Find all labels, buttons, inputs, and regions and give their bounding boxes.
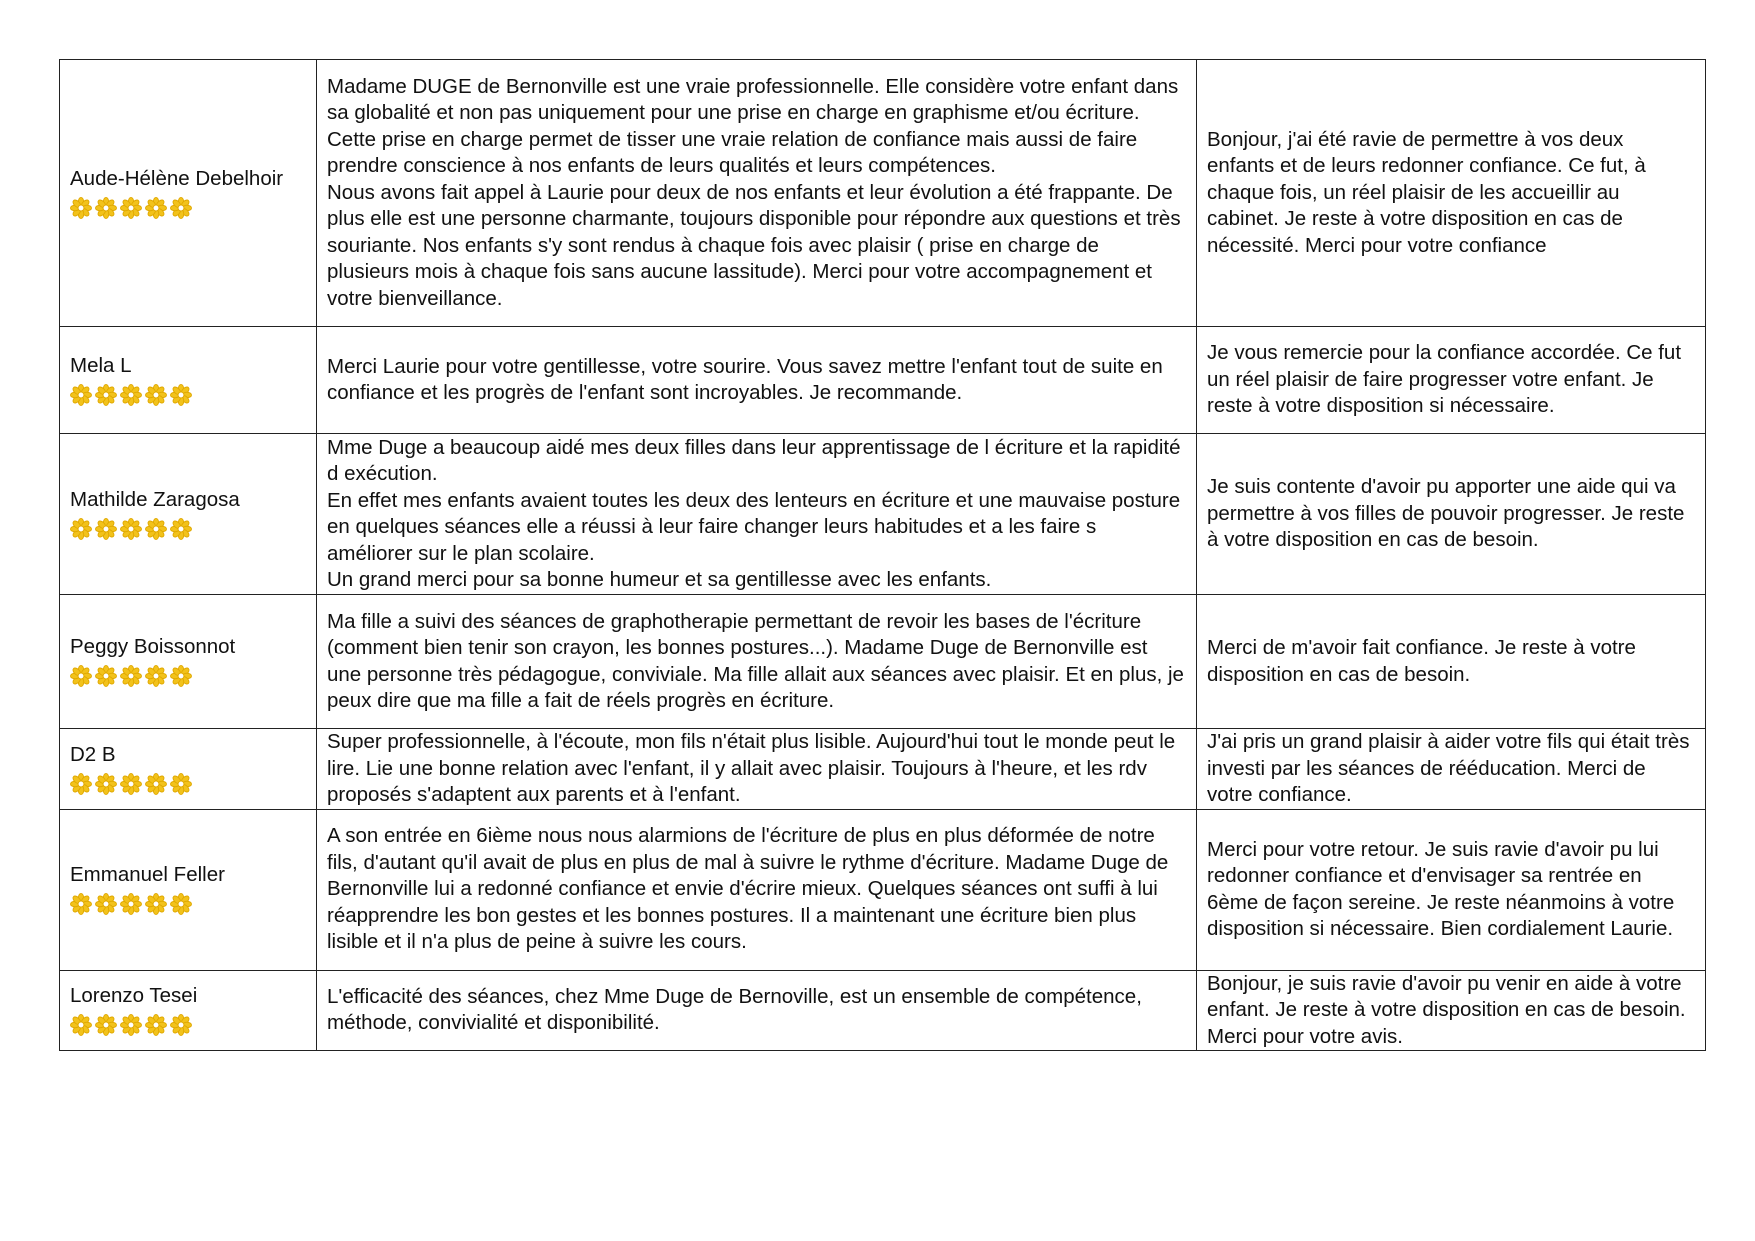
- reply-text: J'ai pris un grand plaisir à aider votre fils qui était très investi par les séances de rééducation. Merci de votre confiance.: [1207, 730, 1690, 806]
- star-icon: [120, 518, 142, 540]
- table-row: [60, 327, 1706, 434]
- review-text: Merci Laurie pour votre gentillesse, votre sourire. Vous savez mettre l'enfant tout de suite en confiance et les progrès de l'enfant sont incroyables. Je recommande.: [327, 354, 1163, 404]
- reply-text: Merci de m'avoir fait confiance. Je reste à votre disposition en cas de besoin.: [1207, 636, 1636, 686]
- star-icon: [70, 1014, 92, 1036]
- star-icon: [95, 1014, 117, 1036]
- star-icon: [95, 665, 117, 687]
- star-icon: [70, 518, 92, 540]
- table-row: [60, 595, 1706, 729]
- star-icon: [145, 665, 167, 687]
- review-text: Super professionnelle, à l'écoute, mon fils n'était plus lisible. Aujourd'hui tout le monde peut le lire. Lie une bonne relation avec l'enfant, il y allait avec plaisir. Toujours à l'heure, et les rdv proposés s'adaptent aux parents et à l'enfant.: [327, 730, 1176, 806]
- star-icon: [145, 773, 167, 795]
- author-cell: [60, 434, 317, 595]
- star-icon: [95, 773, 117, 795]
- star-icon: [120, 384, 142, 406]
- reply-text: Bonjour, je suis ravie d'avoir pu venir en aide à votre enfant. Je reste à votre disposition en cas de besoin. Merci pour votre avis.: [1207, 971, 1686, 1048]
- star-icon: [95, 384, 117, 406]
- star-icon: [170, 197, 192, 219]
- star-icon: [120, 893, 142, 915]
- review-text: Madame DUGE de Bernonville est une vraie professionnelle. Elle considère votre enfant dans sa globalité et non pas uniquement pour une prise en charge en graphisme et/ou écriture. Cette prise en charge permet de tisser une vraie relation de confiance mais aussi de faire prendre conscience à nos enfants de leurs qualités et leurs compétences. Nous avons fait appel à Laurie pour deux de nos enfants et leur évolution a été frappante. De plus elle est une personne charmante, toujours disponible pour répondre aux questions et très souriante. Nos enfants s'y sont rendus à chaque fois avec plaisir ( prise en charge de plusieurs mois à chaque fois sans aucune lassitude). Merci pour votre accompagnement et votre bienveillance.: [327, 74, 1181, 310]
- reply-text: Je vous remercie pour la confiance accordée. Ce fut un réel plaisir de faire progresser votre enfant. Je reste à votre disposition si nécessaire.: [1207, 341, 1682, 418]
- review-cell: [317, 595, 1197, 729]
- star-icon: [95, 518, 117, 540]
- star-icon: [70, 665, 92, 687]
- star-rating: [70, 663, 306, 689]
- review-cell: [317, 729, 1197, 810]
- author-cell: [60, 327, 317, 434]
- review-text: Ma fille a suivi des séances de graphotherapie permettant de revoir les bases de l'écriture (comment bien tenir son crayon, les bonnes postures...). Madame Duge de Bernonville est une personne très pédagogue, conviviale. Ma fille allait aux séances avec plaisir. Et en plus, je peux dire que ma fille a fait de réels progrès en écriture.: [327, 609, 1184, 712]
- author-name: Mela L: [70, 353, 132, 377]
- reply-cell: [1197, 970, 1706, 1051]
- star-icon: [70, 773, 92, 795]
- review-cell: [317, 434, 1197, 595]
- author-name: Lorenzo Tesei: [70, 984, 198, 1007]
- author-name: Mathilde Zaragosa: [70, 487, 240, 511]
- reply-text: Bonjour, j'ai été ravie de permettre à vos deux enfants et de leurs redonner confiance. Ce fut, à chaque fois, un réel plaisir de les accueillir au cabinet. Je reste à votre disposition en cas de nécessité. Merci pour votre confiance: [1207, 127, 1646, 257]
- star-icon: [70, 893, 92, 915]
- review-text: L'efficacité des séances, chez Mme Duge de Bernoville, est un ensemble de compétence, méthode, convivialité et disponibilité.: [327, 984, 1142, 1035]
- star-icon: [95, 893, 117, 915]
- table-row: [60, 729, 1706, 810]
- star-icon: [170, 518, 192, 540]
- review-text: Mme Duge a beaucoup aidé mes deux filles dans leur apprentissage de l écriture et la rapidité d exécution. En effet mes enfants avaient toutes les deux des lenteurs en écriture et une mauvaise posture en quelques séances elle a réussi à leur faire changer leurs habitudes et a les faire s améliorer sur le plan scolaire. Un grand merci pour sa bonne humeur et sa gentillesse avec les enfants.: [327, 435, 1181, 591]
- star-icon: [170, 773, 192, 795]
- reviews-table: [59, 59, 1706, 1051]
- reply-cell: [1197, 729, 1706, 810]
- author-name: D2 B: [70, 742, 116, 766]
- author-cell: [60, 595, 317, 729]
- star-icon: [120, 197, 142, 219]
- table-row: [60, 60, 1706, 327]
- reply-cell: [1197, 809, 1706, 970]
- star-icon: [170, 893, 192, 915]
- author-cell: [60, 729, 317, 810]
- reply-cell: [1197, 327, 1706, 434]
- reply-text: Je suis contente d'avoir pu apporter une aide qui va permettre à vos filles de pouvoir progresser. Je reste à votre disposition en cas de besoin.: [1207, 475, 1685, 552]
- author-cell: [60, 809, 317, 970]
- star-icon: [170, 1014, 192, 1036]
- star-icon: [170, 384, 192, 406]
- review-cell: [317, 60, 1197, 327]
- review-cell: [317, 970, 1197, 1051]
- star-rating: [70, 1012, 306, 1038]
- star-icon: [145, 197, 167, 219]
- table-row: [60, 434, 1706, 595]
- star-rating: [70, 515, 306, 541]
- author-cell: [60, 60, 317, 327]
- table-row: [60, 970, 1706, 1051]
- star-icon: [70, 384, 92, 406]
- star-icon: [120, 773, 142, 795]
- star-icon: [145, 1014, 167, 1036]
- star-rating: [70, 381, 306, 407]
- star-icon: [70, 197, 92, 219]
- review-text: A son entrée en 6ième nous nous alarmions de l'écriture de plus en plus déformée de notre fils, d'autant qu'il avait de plus en plus de mal à suivre le rythme d'écriture. Madame Duge de Bernonville lui a redonné confiance et envie d'écrire mieux. Quelques séances ont suffi à lui réapprendre les bon gestes et les bonnes postures. Il a maintenant une écriture bien plus lisible et il n'a plus de peine à suivre les cours.: [327, 824, 1169, 954]
- star-icon: [145, 893, 167, 915]
- author-name: Peggy Boissonnot: [70, 635, 236, 659]
- reply-cell: [1197, 60, 1706, 327]
- star-icon: [170, 665, 192, 687]
- review-cell: [317, 327, 1197, 434]
- star-icon: [120, 1014, 142, 1036]
- author-cell: [60, 970, 317, 1051]
- star-rating: [70, 770, 306, 796]
- star-icon: [95, 197, 117, 219]
- star-rating: [70, 891, 306, 917]
- review-cell: [317, 809, 1197, 970]
- author-name: Emmanuel Feller: [70, 863, 225, 887]
- reply-text: Merci pour votre retour. Je suis ravie d'avoir pu lui redonner confiance et d'envisager sa rentrée en 6ème de façon sereine. Je reste néanmoins à votre disposition si nécessaire. Bien cordialement Laurie.: [1207, 837, 1675, 940]
- star-rating: [70, 194, 306, 220]
- reply-cell: [1197, 595, 1706, 729]
- author-name: Aude-Hélène Debelhoir: [70, 166, 284, 190]
- star-icon: [120, 665, 142, 687]
- reply-cell: [1197, 434, 1706, 595]
- table-row: [60, 809, 1706, 970]
- star-icon: [145, 384, 167, 406]
- star-icon: [145, 518, 167, 540]
